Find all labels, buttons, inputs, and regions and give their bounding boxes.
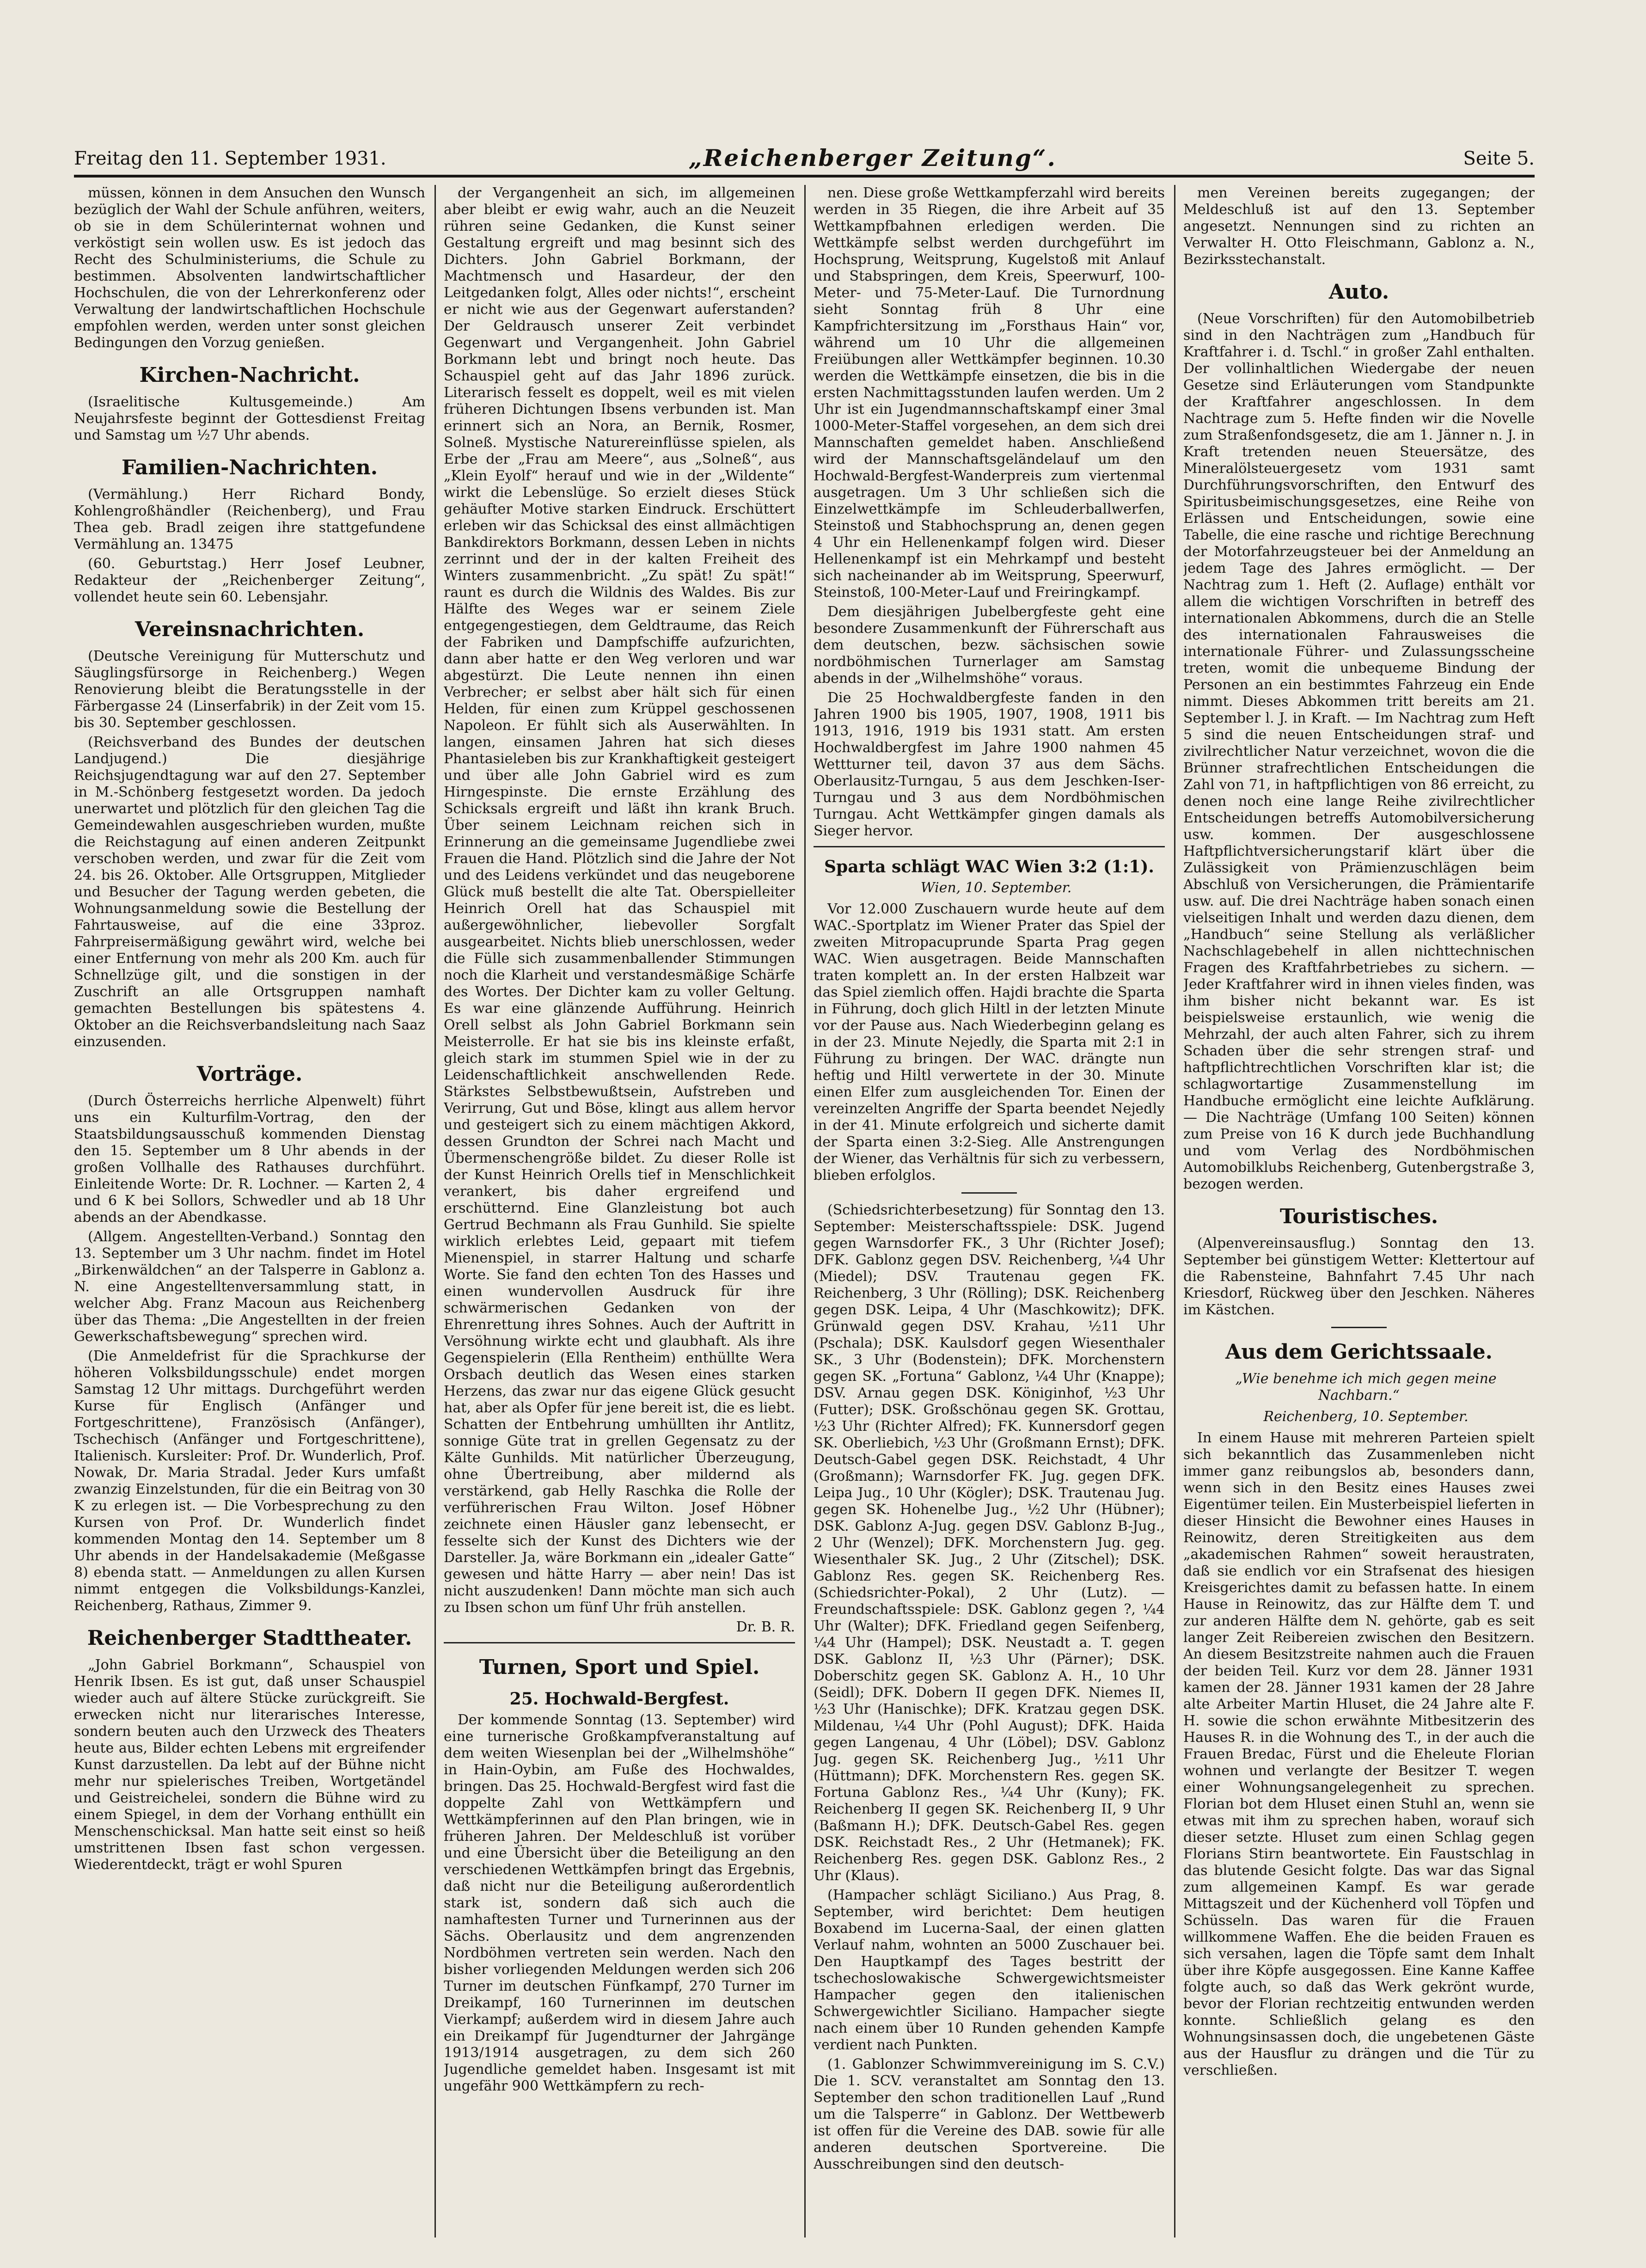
section-heading: Familien-Nachrichten. bbox=[121, 456, 378, 479]
column-divider bbox=[434, 185, 436, 2237]
section-heading: Turnen, Sport und Spiel. bbox=[479, 1655, 760, 1679]
section-heading: Auto. bbox=[1328, 280, 1389, 304]
section-heading: Reichenberger Stadttheater. bbox=[87, 1626, 412, 1650]
article-text: (Reichsverband des Bundes der deutschen Landjugend.) Die diesjährige Reichsjugendtagung war auf den 27. September in M.-Schönberg festgesetzt worden. Da jedoch unerwartet und plötzlich für den gleichen Tag die Gemeindewahlen ausgeschrieben wurden, mußte die Reichstagung auf einen anderen Zeitpunkt verschoben werden, und zwar für die Zeit vom 24. bis 26. Oktober. Alle Ortsgruppen, Mitglieder und Besucher der Tagung werden gebeten, die Wohnungsanmeldung sowie die Bestellung der Fahrtausweise, auf die eine 33proz. Fahrpreisermäßigung gewährt wird, welche bei einer Entfernung von mehr als 200 Km. auch für Schnellzüge gilt, und die sonstigen in der Zuschrift an alle Ortsgruppen namhaft gemachten Bestellungen bis spätestens 4. Oktober an die Reichsverbandsleitung nach Saaz einzusenden. bbox=[74, 734, 425, 1050]
article-text: In einem Hause mit mehreren Parteien spielt sich bekanntlich das Zusammenleben nicht immer ganz reibungslos ab, besonders dann, wenn sich in den Besitz eines Hauses zwei Eigentümer teilen. Ein Musterbeispiel lieferten in dieser Hinsicht die Bewohner eines Hauses in Reinowitz, deren Streitigkeiten aus dem „akademischen Rahmen“ soweit heraustraten, daß sie endlich vor ein Strafsenat des hiesigen Kreisgerichtes damit zu befassen hatte. In einem Hause in Reinowitz, das zur Hälfte dem T. und zur anderen Hälfte dem N. gehörte, gab es seit langer Zeit Reibereien zwischen den Besitzern. An diesem Besitzstreite nahmen auch die Frauen der beiden Teil. Kurz vor dem 28. Jänner 1931 kamen der 28. Jänner 1931 kamen der 28 Jahre alte Arbeiter Martin Hluset, die 24 Jahre alte F. H. sowie die schon erwähnte Mitbesitzerin des Hauses R. in die Wohnung des T., in der auch die Frauen Bredac, Fürst und die Eheleute Florian wohnen und verlangte der Besitzer T. wegen einer Wohnungsangelegenheit zu sprechen. Florian bot dem Hluset einen Stuhl an, wenn sie etwas mit ihm zu sprechen haben, worauf sich dieser setzte. Hluset zum einen Schlag gegen Florians Stirn beantwortete. Ein Faustschlag in das blutende Gesicht folgte. Das war das Signal zum allgemeinen Kampf. Es war gerade Mittagszeit und der Küchenherd voll Töpfen und Schüsseln. Das waren für die Frauen willkommene Waffen. Ehe die beiden Frauen es sich versahen, lagen die Töpfe samt dem Inhalt über ihre Köpfe ausgegossen. Eine Kanne Kaffee folgte auch, so daß das Werk gekrönt wurde, bevor der Florian rechtzeitig entwunden werden konnte. Schließlich gelang es den Wohnungsinsassen doch, die ungebetenen Gäste aus der Hausflur zu drängen und die Tür zu verschließen. bbox=[1183, 1430, 1535, 2078]
article-text: nen. Diese große Wettkampferzahl wird bereits werden in 35 Riegen, die ihre Arbeit auf 35 Wettkampfbahnen erledigen werden. Die Wettkämpfe selbst werden durchgeführt im Hochsprung, Weitsprung, Kugelstoß mit Anlauf und Stabspringen, dem Kreis, Speerwurf, 100-Meter- und 75-Meter-Lauf. Die Turnordnung sieht Sonntag früh 8 Uhr eine Kampfrichtersitzung im „Forsthaus Hain“ vor, während um 10 Uhr die allgemeinen Freiübungen aller Wettkämpfer beginnen. 10.30 werden die Wettkämpfe einsetzen, die bis in die ersten Nachmittagsstunden laufen werden. Um 2 Uhr ist ein Jugendmannschaftskampf einer 3mal 1000-Meter-Staffel vorgesehen, an dem sich drei Mannschaften gemeldet haben. Anschließend wird der Mannschaftsgeländelauf um den Hochwald-Bergfest-Wanderpreis zum viertenmal ausgetragen. Um 3 Uhr schließen sich die Einzelwettkämpfe im Schleuderballwerfen, Steinstoß und Stabhochsprung an, denen gegen 4 Uhr ein Hellenenkampf folgen wird. Dieser Hellenenkampf ist ein Mehrkampf und besteht sich nacheinander ab im Weitsprung, Speerwurf, Steinstoß, 100-Meter-Lauf und Freiringkampf. bbox=[814, 185, 1165, 601]
article-text: der Vergangenheit an sich, im allgemeinen aber bleibt er ewig wahr, auch an die Neuzeit rühren seine Gedanken, die Kunst seiner Gestaltung ergreift und mag besinnt sich des Dichters. John Gabriel Borkmann, der Machtmensch und Hasardeur, der den Leitgedanken folgt, Alles oder nichts!“, erscheint er nicht wie aus der Gegenwart auferstanden? Der Geldrausch unserer Zeit verbindet Gegenwart und Vergangenheit. John Gabriel Borkmann lebt und bringt noch heute. Das Schauspiel geht auf das Jahr 1896 zurück. Literarisch fesselt es doppelt, weil es mit vielen früheren Dichtungen Ibsens verbunden ist. Man erinnert sich an Nora, an Bernik, Rosmer, Solneß. Mystische Naturereinflüsse spielen, als Erbe der „Frau am Meere“, aus „Solneß“, aus „Klein Eyolf“ herauf und wie in der „Wildente“ wirkt die Lebenslüge. So erzielt dieses Stück gehäufter Motive starken Eindruck. Erschüttert erleben wir das Schicksal des einst allmächtigen Bankdirektors Borkmann, dessen Leben in nichts zerrinnt und der in der kalten Freiheit des Winters zusammenbricht. „Zu spät! Zu spät!“ raunt es durch die Wildnis des Waldes. Bis zur Hälfte des Weges war er seinem Ziele entgegengestiegen, dem Geldtraume, das Reich der Fabriken und Dampfschiffe aufzurichten, dann aber hatte er den Weg verloren und war abgestürzt. Die Leute nennen ihn einen Verbrecher; er selbst aber hält sich für einen Helden, für einen zum Krüppel geschossenen Napoleon. Er fühlt sich als Auserwählten. In langen, einsamen Jahren hat sich dieses Phantasieleben bis zur Krankhaftigkeit gesteigert und über alle John Gabriel wird es zum Hirngespinste. Die ernste Erzählung des Schicksals ergreift und läßt ihn krank Bruch. Über seinem Leichnam reichen sich in Erinnerung an die gemeinsame Jugendliebe zwei Frauen die Hand. Plötzlich sind die Jahre der Not und des Leidens verkündet und das neugeborene Glück muß bestellt die alte Tat. Oberspielleiter Heinrich Orell hat das Schauspiel mit außergewöhnlicher, liebevoller Sorgfalt ausgearbeitet. Nichts blieb unerschlossen, weder die Fülle sich zusammenballender Stimmungen noch die Klarheit und verstandesmäßige Schärfe des Wortes. Der Dichter kam zu voller Geltung. Es war eine glänzende Aufführung. Heinrich Orell selbst als John Gabriel Borkmann sein Meisterrolle. Er hat sie bis ins kleinste erfaßt, gleich stark im stummen Spiel wie in der zu Leidenschaftlichkeit anschwellenden Rede. Stärkstes Selbstbewußtsein, Aufstreben und Verirrung, Gut und Böse, klingt aus allem hervor und gesteigert sich zu einem mächtigen Akkord, dessen Grundton der Schrei nach Macht und Übermenschengröße bildet. Zu dieser Rolle ist der Kunst Heinrich Orells tief in Menschlichkeit verankert, bis daher ergreifend und erschütternd. Eine Glanzleistung bot auch Gertrud Bechmann als Frau Gunhild. Sie spielte wirklich erlebtes Leid, gepaart mit tiefem Mienenspiel, in starrer Haltung und scharfe Worte. Sie fand den echten Ton des Hasses und einen wundervollen Ausdruck für ihre schwärmerischen Gedanken von der Ehrenrettung ihres Sohnes. Auch der Auftritt in Versöhnung wirkte echt und glaubhaft. Als ihre Gegenspielerin (Ella Rentheim) enthüllte Wera Orsbach deutlich das Wesen eines starken Herzens, das zwar nur das eigene Glück gesucht hat, aber als Opfer für jene bereit ist, die es liebt. Schatten der Entbehrung umhüllten ihr Antlitz, sonnige Güte trat in grellen Gegensatz zu der Kälte Gunhilds. Mit natürlicher Überzeugung, ohne Übertreibung, aber mildernd als verstärkend, gab Helly Raschka die Rolle der verführerischen Frau Wilton. Josef Höbner zeichnete einen Häusler ganz lebensecht, er fesselte sich der Kunst des Dichters wie der Darsteller. Ja, wäre Borkmann ein „idealer Gatte“ gewesen und hätte Harry — aber nein! Das ist nicht auszudenken! Dann möchte man sich auch zu Ibsen schon um fünf Uhr früh anstellen. bbox=[444, 185, 795, 1616]
section-heading: Vereinsnachrichten. bbox=[135, 618, 365, 641]
article-text: Vor 12.000 Zuschauern wurde heute auf dem WAC.-Sportplatz im Wiener Prater das Spiel der zweiten Mitropacuprunde Sparta Prag gegen WAC. Wien ausgetragen. Beide Mannschaften traten komplett an. In der ersten Halbzeit war das Spiel ziemlich offen. Hajdi brachte die Sparta in Führung, doch glich Hiltl in der letzten Minute vor der Pause aus. Nach Wiederbeginn gelang es in der 23. Minute Nejedly, die Sparta mit 2:1 in Führung zu bringen. Der WAC. drängte nun heftig und Hiltl verwertete in der 30. Minute einen Elfer zum ausgleichenden Tor. Einen der vereinzelten Angriffe der Sparta beendet Nejedly in der 41. Minute erfolgreich und sicherte damit der Sparta einen 3:2-Sieg. Alle Anstrengungen der Wiener, das Verhältnis für sich zu verbessern, blieben erfolglos. bbox=[814, 901, 1165, 1183]
article-text: Die 25 Hochwaldbergfeste fanden in den Jahren 1900 bis 1905, 1907, 1908, 1911 bis 1913, 1916, 1919 bis 1931 statt. Am ersten Hochwaldbergfest im Jahre 1900 nahmen 45 Wettturner teil, davon 37 aus dem Sächs. Oberlausitz-Turngau, 5 aus dem Jeschken-Iser-Turngau und 3 aus dem Nordböhmischen Turngau. Acht Wettkämpfer gingen damals als Sieger hervor. bbox=[814, 690, 1165, 839]
section-heading: Touristisches. bbox=[1279, 1205, 1438, 1228]
page-number: Seite 5. bbox=[1463, 148, 1535, 169]
section-rule bbox=[814, 846, 1165, 847]
issue-date: Freitag den 11. September 1931. bbox=[74, 148, 386, 169]
article-text: (Die Anmeldefrist für die Sprachkurse der höheren Volksbildungsschule) endet morgen Samstag 12 Uhr mittags. Durchgeführt werden Kurse für Englisch (Anfänger und Fortgeschrittene), Französisch (Anfänger), Tschechisch (Anfänger und Fortgeschrittene), Italienisch. Kursleiter: Prof. Dr. Wunderlich, Prof. Nowak, Dr. Maria Stradal. Jeder Kurs umfaßt zwanzig Einzelstunden, für die ein Beitrag von 30 K zu erlegen ist. — Die Vorbesprechung zu den Kursen von Prof. Dr. Wunderlich findet kommenden Montag den 14. September um 8 Uhr abends in der Handelsakademie (Meßgasse 8) ebenda statt. — Anmeldungen zu allen Kursen nimmt entgegen die Volksbildungs-Kanzlei, Reichenberg, Rathaus, Zimmer 9. bbox=[74, 1348, 425, 1614]
article-text: men Vereinen bereits zugegangen; der Meldeschluß ist auf den 13. September angesetzt. Nennungen sind zu richten an Verwalter H. Otto Fleischmann, Gablonz a. N., Bezirksstechanstalt. bbox=[1183, 185, 1535, 268]
article-text: (1. Gablonzer Schwimmvereinigung im S. C.V.) Die 1. SCV. veranstaltet am Sonntag den 13. September den schon traditionellen Lauf „Rund um die Talsperre“ in Gablonz. Der Wettbewerb ist offen für die Vereine des DAB. sowie für alle anderen deutschen Sportvereine. Die Ausschreibungen sind den deutsch- bbox=[814, 2056, 1165, 2172]
newspaper-title: „Reichenberger Zeitung“. bbox=[689, 144, 1057, 172]
section-heading: Vorträge. bbox=[196, 1062, 303, 1086]
article-text: (Vermählung.) Herr Richard Bondy, Kohlengroßhändler (Reichenberg), und Frau Thea geb. Bradl zeigen ihre stattgefundene Vermählung an. 13475 bbox=[74, 486, 425, 552]
column-1 bbox=[74, 185, 425, 2237]
separator bbox=[1331, 1327, 1387, 1328]
article-text: (Israelitische Kultusgemeinde.) Am Neujahrsfeste beginnt der Gottesdienst Freitag und Samstag um ½7 Uhr abends. bbox=[74, 394, 425, 443]
column-divider bbox=[804, 185, 806, 2237]
dateline: Reichenberg, 10. September. bbox=[1263, 1409, 1469, 1425]
header-rule bbox=[74, 175, 1535, 178]
article-text: (Alpenvereinsausflug.) Sonntag den 13. September bei günstigem Wetter: Klettertour auf die Rabensteine, Bahnfahrt 7.45 Uhr nach Kriesdorf, Rückweg über den Jeschken. Näheres im Kästchen. bbox=[1183, 1235, 1535, 1318]
masthead bbox=[74, 144, 1535, 177]
column-divider bbox=[1174, 185, 1175, 2237]
article-heading: 25. Hochwald-Bergfest. bbox=[509, 1689, 729, 1709]
article-text: (Neue Vorschriften) für den Automobilbetrieb sind in den Nachträgen zum „Handbuch für Kraftfahrer i. d. Tschl.“ in großer Zahl enthalten. Der vollinhaltlichen Wiedergabe der neuen Gesetze sind Erläuterungen vom Standpunkte der Kraftfahrer angeschlossen. In dem Nachtrage zum 5. Hefte finden wir die Novelle zum Straßenfondsgesetz, die am 1. Jänner n. J. in Kraft tretenden neuen Steuersätze, des Mineralölsteuergesetz vom 1931 samt Durchführungsvorschriften, den Entwurf des Spiritusbeimischungsgesetzes, eine Reihe von Erlässen und Entscheidungen, sowie eine Tabelle, die eine rasche und richtige Berechnung der Motorfahrzeugsteuer bei der Anmeldung an jedem Tage des Jahres ermöglicht. — Der Nachtrag zum 1. Heft (2. Auflage) enthält vor allem die wichtigen Vorschriften in betreff des internationalen Abkommens, durch die an Stelle des internationalen Fahrausweises die internationale Führer- und Zulassungsscheine treten, womit die unbequeme Bindung der Personen an ein bestimmtes Fahrzeug ein Ende nimmt. Dieses Abkommen tritt bereits am 21. September l. J. in Kraft. — Im Nachtrag zum Heft 5 sind die neuen Entscheidungen straf- und zivilrechtlicher Natur verzeichnet, wovon die die Brünner strafrechtlichen Entscheidungen die Zahl von 71, in haftpflichtigen von 86 erreicht, zu denen noch eine lange Reihe zivilrechtlicher Entscheidungen betreffs Automobilversicherung usw. kommen. Der ausgeschlossene Haftpflichtversicherungstarif klärt über die Zulässigkeit von Prämienzuschlägen beim Abschluß von Versicherungen, die Prämientarife usw. auf. Die drei Nachträge haben sonach einen vielseitigen Inhalt und werden dazu dienen, dem „Handbuch“ seine Stellung als verläßlicher Nachschlagebehelf in allen nichttechnischen Fragen des Kraftfahrbetriebes zu sichern. — Jeder Kraftfahrer wird in ihnen vieles finden, was ihm bisher nicht bekannt war. Es ist beispielsweise erstaunlich, wie wenig die Mehrzahl, der auch alten Fahrer, sich zu ihrem Schaden über die sehr strengen straf- und haftpflichtrechtlichen Vorschriften klar ist; die schlagwortartige Zusammenstellung im Handbuche ermöglicht eine leichte Aufklärung. — Die Nachträge (Umfang 100 Seiten) können zum Preise von 16 K durch jede Buchhandlung und vom Verlag des Nordböhmischen Automobilklubs Reichenberg, Gutenbergstraße 3, bezogen werden. bbox=[1183, 311, 1535, 1192]
article-heading: Sparta schlägt WAC Wien 3:2 (1:1). bbox=[824, 857, 1154, 877]
article-subtitle: „Wie benehme ich mich gegen meine Nachbarn.“ bbox=[1235, 1371, 1497, 1404]
article-text: Dem diesjährigen Jubelbergfeste geht eine besondere Zusammenkunft der Führerschaft aus dem deutschen, bezw. sächsischen sowie nordböhmischen Turnerlager am Samstag abends in der „Wilhelmshöhe“ voraus. bbox=[814, 604, 1165, 687]
article-text: (Hampacher schlägt Siciliano.) Aus Prag, 8. September, wird berichtet: Dem heutigen Boxabend im Lucerna-Saal, der einen glatten Verlauf nahm, wohnten an 5000 Zuschauer bei. Den Hauptkampf des Tages bestritt der tschechoslowakische Schwergewichtsmeister Hampacher gegen den italienischen Schwergewichtler Siciliano. Hampacher siegte nach einem über 10 Runden gehenden Kampfe verdient nach Punkten. bbox=[814, 1887, 1165, 2053]
columns bbox=[74, 185, 1535, 2237]
section-heading: Aus dem Gerichtssaale. bbox=[1225, 1340, 1493, 1364]
article-text: (Schiedsrichterbesetzung) für Sonntag den 13. September: Meisterschaftsspiele: DSK. Jugend gegen Warnsdorfer FK., 3 Uhr (Richter Josef); DFK. Gablonz gegen DSV. Reichenberg, ¼4 Uhr (Miedel); DSV. Trautenau gegen FK. Reichenberg, 3 Uhr (Rölling); DSK. Reichenberg gegen DSK. Leipa, 4 Uhr (Maschkowitz); DFK. Grünwald gegen DSV. Krahau, ½11 Uhr (Pschala); DSK. Kaulsdorf gegen Wiesenthaler SK., 3 Uhr (Bodenstein); DFK. Morchenstern gegen SK. „Fortuna“ Gablonz, ¼4 Uhr (Knappe); DSV. Arnau gegen DSK. Königinhof, ½3 Uhr (Futter); DSK. Großschönau gegen SK. Grottau, ½3 Uhr (Richter Alfred); FK. Kunnersdorf gegen SK. Oberliebich, ½3 Uhr (Großmann Ernst); DFK. Deutsch-Gabel gegen DSK. Reichstadt, 4 Uhr (Großmann); Warnsdorfer FK. Jug. gegen DFK. Leipa Jug., 10 Uhr (Kögler); DSK. Trautenau Jug. gegen SK. Hohenelbe Jug., ½2 Uhr (Hübner); DSK. Gablonz A-Jug. gegen DSV. Gablonz B-Jug., 2 Uhr (Wenzel); DFK. Morchenstern Jug. geg. Wiesenthaler SK. Jug., 2 Uhr (Zitschel); DSK. Gablonz Res. gegen SK. Reichenberg Res. (Schiedsrichter-Pokal), 2 Uhr (Lutz). — Freundschaftsspiele: DSK. Gablonz gegen ?, ¼4 Uhr (Walter); DFK. Friedland gegen Seifenberg, ¼4 Uhr (Hampel); DSK. Neustadt a. T. gegen DSK. Gablonz II, ½3 Uhr (Pärner); DSK. Doberschitz gegen SK. Gablonz A. H., 10 Uhr (Seidl); DFK. Dobern II gegen DFK. Niemes II, ½3 Uhr (Hanischke); DFK. Kratzau gegen DSK. Mildenau, ¼4 Uhr (Pohl August); DFK. Haida gegen Langenau, 4 Uhr (Löbel); DSV. Gablonz Jug. gegen SK. Reichenberg Jug., ½11 Uhr (Hüttmann); DFK. Morchenstern Res. gegen SK. Fortuna Gablonz Res., ¼4 Uhr (Kuny); FK. Reichenberg II gegen SK. Reichenberg II, 9 Uhr (Baßmann H.); DFK. Deutsch-Gabel Res. gegen DSK. Reichstadt Res., 2 Uhr (Hetmanek); FK. Reichenberg Res. gegen DSK. Gablonz Res., 2 Uhr (Klaus). bbox=[814, 1202, 1165, 1884]
separator bbox=[961, 1192, 1017, 1194]
article-signature: Dr. B. R. bbox=[736, 1619, 795, 1635]
dateline: Wien, 10. September. bbox=[920, 880, 1072, 896]
article-text: (Durch Österreichs herrliche Alpenwelt) führt uns ein Kulturfilm-Vortrag, den der Staatsbildungsausschuß kommenden Dienstag den 15. September um 8 Uhr abends in der großen Vollhalle des Rathauses durchführt. Einleitende Worte: Dr. R. Lochner. — Karten 2, 4 und 6 K bei Sollors, Schwedler und ab 18 Uhr abends an der Abendkasse. bbox=[74, 1093, 425, 1226]
article-text: Der kommende Sonntag (13. September) wird eine turnerische Großkampfveranstaltung auf dem weiten Wiesenplan bei der „Wilhelmshöhe“ in Hain-Oybin, am Fuße des Hochwaldes, bringen. Das 25. Hochwald-Bergfest wird fast die doppelte Zahl von Wettkämpfern und Wettkämpferinnen auf den Plan bringen, wie in früheren Jahren. Der Meldeschluß ist vorüber und eine Übersicht über die Beteiligung an den verschiedenen Wettkämpfen bringt das Ergebnis, daß nicht nur die Beteiligung außerordentlich stark ist, sondern daß sich auch die namhaftesten Turner und Turnerinnen aus der Sächs. Oberlausitz und dem angrenzenden Nordböhmen vertreten sein werden. Nach den bisher vorliegenden Meldungen werden sich 206 Turner im deutschen Fünfkampf, 270 Turner im Dreikampf, 160 Turnerinnen im deutschen Vierkampf; außerdem wird in diesem Jahre auch ein Dreikampf für Jugendturner der Jahrgänge 1913/1914 ausgetragen, zu dem sich 260 Jugendliche gemeldet haben. Insgesamt ist mit ungefähr 900 Wettkämpfern zu rech- bbox=[444, 1712, 795, 2094]
article-text: (Deutsche Vereinigung für Mutterschutz und Säuglingsfürsorge in Reichenberg.) Wegen Renovierung bleibt die Beratungsstelle in der Färbergasse 24 (Linserfabrik) in der Zeit vom 15. bis 30. September geschlossen. bbox=[74, 648, 425, 731]
article-text: müssen, können in dem Ansuchen den Wunsch bezüglich der Wahl der Schule anführen, weiters, ob sie in dem Schülerinternat wohnen und verköstigt sein wollen usw. Es ist jedoch das Recht des Schulministeriums, die Schule zu bestimmen. Absolventen landwirtschaftlicher Hochschulen, die von der Lehrerkonferenz oder Verwaltung der landwirtschaftlichen Hochschule empfohlen werden, werden unter sonst gleichen Bedingungen den Vorzug genießen. bbox=[74, 185, 425, 351]
column-2 bbox=[444, 185, 795, 2237]
article-text: „John Gabriel Borkmann“, Schauspiel von Henrik Ibsen. Es ist gut, daß unser Schauspiel wieder auch auf ältere Stücke zurückgreift. Sie erwecken nicht nur literarisches Interesse, sondern beuten auch den Urzweck des Theaters heute aus, Bilder echten Lebens mit ergreifender Kunst darzustellen. Da lebt auf der Bühne nicht mehr nur spielerisches Treiben, Wortgetändel und Geistreichelei, sondern die Bühne wird zu einem Spiegel, in dem der Vorhang enthüllt ein Menschenschicksal. Man hatte seit einst so heiß umstrittenen Ibsen fast schon vergessen. Wiederentdeckt, trägt er wohl Spuren bbox=[74, 1657, 425, 1873]
column-3 bbox=[814, 185, 1165, 2237]
article-text: (60. Geburtstag.) Herr Josef Leubner, Redakteur der „Reichenberger Zeitung“, vollendet heute sein 60. Lebensjahr. bbox=[74, 556, 425, 605]
section-rule bbox=[444, 1642, 795, 1643]
section-heading: Kirchen-Nachricht. bbox=[139, 363, 360, 387]
column-4 bbox=[1183, 185, 1535, 2237]
article-text: (Allgem. Angestellten-Verband.) Sonntag den 13. September um 3 Uhr nachm. findet im Hotel „Birkenwäldchen“ an der Talsperre in Gablonz a. N. eine Angestelltenversammlung statt, in welcher Abg. Franz Macoun aus Reichenberg über das Thema: „Die Angestellten in der freien Gewerkschaftsbewegung“ sprechen wird. bbox=[74, 1229, 425, 1345]
